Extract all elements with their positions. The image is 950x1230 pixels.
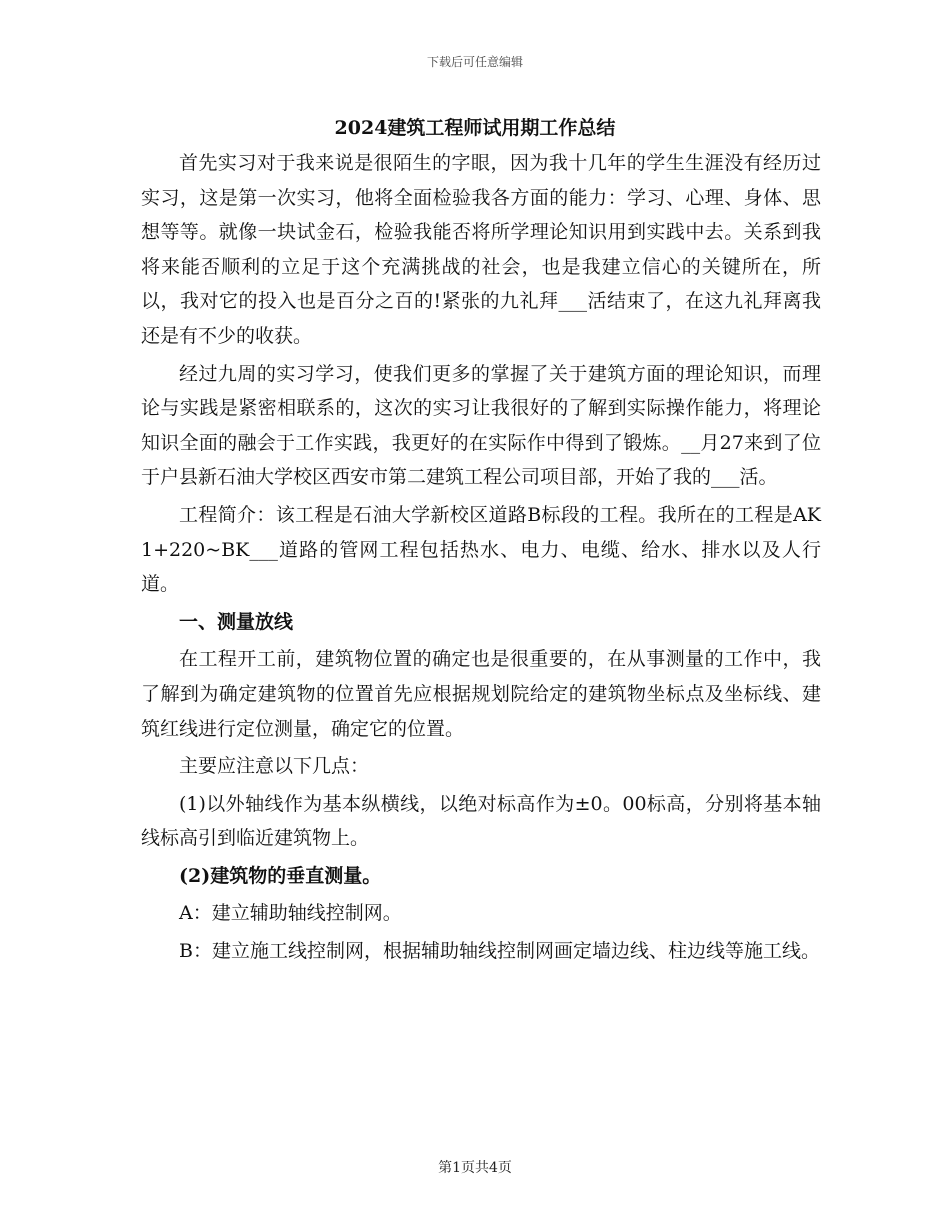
list-item-1: (1)以外轴线作为基本纵横线，以绝对标高作为±0。00标高，分别将基本轴线标高引到临近建筑物上。 bbox=[141, 792, 821, 850]
download-note: 下载后可任意编辑 bbox=[426, 55, 523, 69]
list-item-a: A：建立辅助轴线控制网。 bbox=[179, 902, 402, 925]
paragraph-study-summary: 经过九周的实习学习，使我们更多的掌握了关于建筑方面的理论知识，而理论与实践是紧密相联系的，这次的实习让我很好的了解到实际操作能力，将理论知识全面的融会于工作实践，我更好的在实际作中得到了锻炼。__月27来到了位于户县新石油大学校区西安市第二建筑工程公司项目部，开始了我的___活。 bbox=[141, 362, 821, 489]
paragraph-project-intro: 工程简介：该工程是石油大学新校区道路B标段的工程。我所在的工程是AK1+220~BK___道路的管网工程包括热水、电力、电缆、给水、排水以及人行道。 bbox=[141, 503, 821, 596]
paragraph-points-intro: 主要应注意以下几点： bbox=[179, 755, 370, 778]
document-title: 2024建筑工程师试用期工作总结 bbox=[334, 117, 616, 139]
page-number: 第1页共4页 bbox=[438, 1160, 512, 1176]
section-heading-survey: 一、测量放线 bbox=[179, 610, 294, 633]
list-item-b: B：建立施工线控制网，根据辅助轴线控制网画定墙边线、柱边线等施工线。 bbox=[179, 940, 820, 963]
list-item-2-heading: (2)建筑物的垂直测量。 bbox=[179, 864, 382, 887]
paragraph-survey: 在工程开工前，建筑物位置的确定也是很重要的，在从事测量的工作中，我了解到为确定建筑物的位置首先应根据规划院给定的建筑物坐标点及坐标线、建筑红线进行定位测量，确定它的位置。 bbox=[141, 648, 821, 740]
document-body bbox=[141, 146, 821, 972]
paragraph-intro: 首先实习对于我来说是很陌生的字眼，因为我十几年的学生生涯没有经历过实习，这是第一次实习，他将全面检验我各方面的能力：学习、心理、身体、思想等等。就像一块试金石，检验我能否将所学理论知识用到实践中去。关系到我将来能否顺利的立足于这个充满挑战的社会，也是我建立信心的关键所在，所以，我对它的投入也是百分之百的!紧张的九礼拜___活结束了，在这九礼拜离我还是有不少的收获。 bbox=[141, 152, 821, 347]
